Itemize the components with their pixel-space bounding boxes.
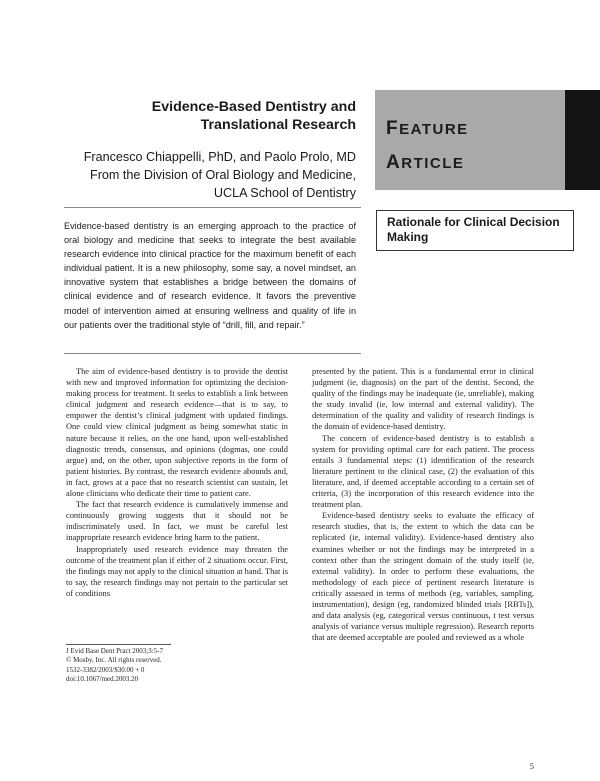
paragraph: presented by the patient. This is a fundamental error in clinical judgment (ie, diagnosis) on the part of the dentist. Second, the quality of the findings may be inadequate (ie, unreliable), making the study invalid (ie, low internal and external validity). The determination of the quality and validity of research findings is the domain of evidence-based dentistry.	[312, 367, 534, 432]
doi: doi:10.1067/med.2003.20	[66, 675, 139, 684]
author-names: Francesco Chiappelli, PhD, and Paolo Prolo, MD	[83, 150, 356, 164]
title-line-2: Translational Research	[200, 117, 356, 133]
body-column-left	[66, 366, 288, 599]
paragraph: Inappropriately used research evidence may threaten the outcome of the treatment plan if either of 2 situations occur. First, the findings may not apply to the clinical situation at hand. That is to say, the research findings may not pertain to the particular set of conditions	[66, 544, 288, 598]
section-heading-box: Rationale for Clinical Decision Making	[376, 210, 574, 251]
paragraph: The fact that research evidence is cumulatively immense and continuously growing suggests that it should not be indiscriminately used. In fact, we must be careful lest inappropriate research evidence bring harm to the patient.	[66, 500, 288, 543]
journal-info	[66, 647, 288, 685]
author-block	[36, 148, 356, 202]
feature-word: FEATURE	[386, 118, 469, 139]
journal-citation: J Evid Base Dent Pract 2003;3:5-7	[66, 647, 164, 655]
issn: 1532-3382/2003/$30.00 + 0	[66, 665, 145, 674]
abstract-top-rule	[64, 207, 361, 208]
feature-label	[386, 112, 469, 180]
title-block	[36, 98, 356, 202]
article-word: ARTICLE	[386, 152, 465, 173]
paragraph: Evidence-based dentistry seeks to evaluate the efficacy of research studies, that is, the extent to which the data can be replicated (ie, internal validity). Evidence-based dentistry also examines whether or not the findings may be interpreted in a context other than the stringent domain of the study itself (ie, external validity). In order to perform these evaluations, the methodology of each piece of pertinent research literature is critically assessed in terms of methods (eg, variables, sampling, instrumentation), design (eg, randomized blinded trials [RBTs]), and data analysis (eg, categorical versus continuous, t test versus analysis of variance versus multiple regression). Research reports that are deemed acceptable are pooled and reviewed as a whole	[312, 511, 534, 643]
paragraph: The aim of evidence-based dentistry is to provide the dentist with new and improved information for optimizing the decision-making process for treatment. It seeks to establish a link between clinical judgment and research evidence—that is to say, to empower the dentist’s clinical judgment with updated findings. One could view clinical judgment as being somewhat static in nature because it relies, on the one hand, upon well-established diagnostic trends, consensus, and opinions (dogmas, one could argue) and, on the other, upon subjective reports in the form of patient histories. By contrast, the research evidence abounds and, in fact, grows at a pace that no research scientist can sustain, let alone clinicians who dedicate their time to patient care.	[66, 367, 288, 499]
feature-label-bar	[565, 90, 600, 190]
copyright: © Mosby, Inc. All rights reserved.	[66, 656, 162, 665]
body-column-right	[312, 366, 534, 643]
footnote-rule	[66, 644, 171, 645]
abstract-bottom-rule	[64, 353, 361, 354]
paragraph: The concern of evidence-based dentistry is to establish a system for providing optimal care for each patient. The process entails 3 fundamental steps: (1) identification of the research literature pertinent to the clinical case, (2) the evaluation of this literature, and, if deemed acceptable according to a certain set of criteria, (3) the incorporation of this research evidence into the treatment plan.	[312, 433, 534, 510]
article-title	[36, 98, 356, 134]
author-affiliation-1: From the Division of Oral Biology and Medicine,	[90, 168, 356, 182]
page-number: 5	[529, 761, 534, 771]
title-line-1: Evidence-Based Dentistry and	[151, 99, 356, 115]
abstract: Evidence-based dentistry is an emerging approach to the practice of oral biology and medicine that seeks to integrate the best available research evidence into clinical practice for the maximum benefit of each individual patient. It is a new philosophy, some say, a novel mindset, an innovative system that establishes a bridge between the domains of clinical evidence and of research evidence. It favors the preventive model of intervention aimed at ensuring wellness and quality of life in our patients over the traditional style of “drill, fill, and repair.”	[64, 221, 356, 330]
author-affiliation-2: UCLA School of Dentistry	[213, 186, 356, 200]
